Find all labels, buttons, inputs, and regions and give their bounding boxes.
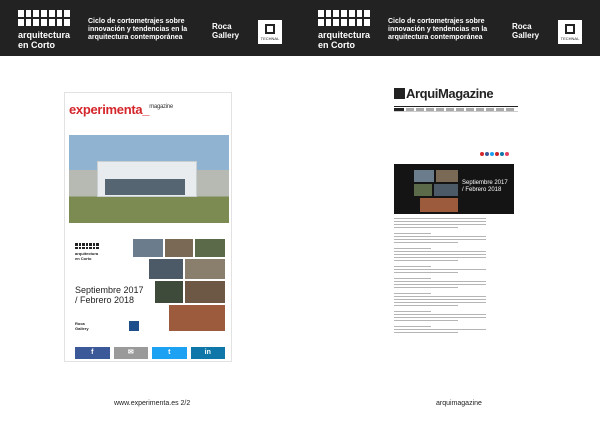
poster-title-line1: arquitectura bbox=[75, 251, 99, 256]
site-nav bbox=[394, 106, 518, 112]
brand-name: experimenta_ bbox=[69, 102, 150, 117]
thumb bbox=[195, 239, 225, 257]
banner-description: Ciclo de cortometrajes sobre innovación y tendencias en la arquitectura contemporánea bbox=[388, 18, 488, 41]
arquimagazine-logo-icon bbox=[394, 88, 405, 99]
thumb bbox=[420, 198, 458, 212]
footer-note bbox=[69, 338, 70, 342]
thumb bbox=[436, 170, 458, 182]
poster-dates-line2: / Febrero 2018 bbox=[75, 295, 135, 305]
social-icon[interactable] bbox=[505, 152, 509, 156]
technal-label: TECHNAL bbox=[260, 36, 280, 41]
poster-dates-line1: Septiembre 2017 bbox=[75, 285, 144, 295]
linkedin-icon[interactable]: in bbox=[191, 347, 226, 359]
brand-name: ArquiMagazine bbox=[406, 86, 494, 101]
social-icon[interactable] bbox=[500, 152, 504, 156]
poster-dates bbox=[462, 180, 508, 194]
poster-gallery-line2: Gallery bbox=[75, 326, 89, 331]
thumb bbox=[155, 281, 183, 303]
social-buttons bbox=[480, 152, 509, 156]
twitter-icon[interactable]: t bbox=[152, 347, 187, 359]
article-lead bbox=[394, 138, 518, 141]
thumb bbox=[414, 184, 432, 196]
image-caption bbox=[69, 225, 70, 229]
share-bar bbox=[75, 347, 225, 359]
thumb bbox=[169, 305, 225, 331]
poster-dates bbox=[75, 285, 144, 305]
brand-sup: magazine bbox=[149, 104, 173, 110]
arquimagazine-page bbox=[394, 86, 518, 368]
site-nav bbox=[69, 127, 70, 131]
roca-gallery-label bbox=[512, 22, 539, 40]
arquitectura-en-corto-logo bbox=[318, 10, 370, 26]
hero-house-image bbox=[69, 135, 229, 223]
gallery-line1: Roca bbox=[512, 22, 532, 31]
gallery-line2: Gallery bbox=[512, 31, 540, 40]
banner-description: Ciclo de cortometrajes sobre innovación y tendencias en la arquitectura contemporánea bbox=[88, 18, 188, 41]
poster-gallery-label bbox=[75, 321, 89, 331]
technal-mark-icon bbox=[565, 24, 575, 34]
poster-logo-icon bbox=[75, 243, 99, 249]
poster-technal-icon bbox=[129, 321, 139, 331]
brand-tagline bbox=[420, 101, 421, 103]
gallery-line1: Roca bbox=[212, 22, 232, 31]
poster-url bbox=[75, 310, 76, 314]
logo-text-line2: en Corto bbox=[318, 40, 355, 50]
poster-title-line2: en Corto bbox=[75, 256, 92, 261]
logo-text bbox=[318, 30, 370, 50]
thumb bbox=[133, 239, 163, 257]
arquimagazine-brand[interactable] bbox=[394, 86, 493, 101]
social-icon[interactable] bbox=[490, 152, 494, 156]
event-poster bbox=[394, 164, 514, 214]
banner-left bbox=[0, 0, 300, 56]
thumb bbox=[165, 239, 193, 257]
social-icon[interactable] bbox=[495, 152, 499, 156]
poster-dates-line2: / Febrero 2018 bbox=[462, 187, 502, 193]
house-window bbox=[105, 179, 185, 195]
poster-title bbox=[75, 251, 98, 261]
thumb bbox=[414, 170, 434, 182]
technal-mark-icon bbox=[265, 24, 275, 34]
logo-text-line1: arquitectura bbox=[318, 30, 371, 40]
experimenta-page bbox=[64, 92, 232, 362]
social-icon[interactable] bbox=[485, 152, 489, 156]
arquitectura-en-corto-logo bbox=[18, 10, 70, 26]
experimenta-caption: www.experimenta.es 2/2 bbox=[114, 400, 191, 407]
technal-label: TECHNAL bbox=[560, 36, 580, 41]
logo-text-line2: en Corto bbox=[18, 40, 55, 50]
breadcrumb bbox=[69, 96, 70, 100]
poster-small-text bbox=[75, 276, 76, 280]
poster-dates-line1: Septiembre 2017 bbox=[462, 180, 508, 186]
technal-logo bbox=[258, 20, 282, 44]
banner-right bbox=[300, 0, 600, 56]
thumb bbox=[185, 281, 225, 303]
technal-logo bbox=[558, 20, 582, 44]
mail-icon[interactable]: ✉ bbox=[114, 347, 149, 359]
experimenta-brand[interactable] bbox=[69, 102, 173, 117]
poster-gallery-line1: Roca bbox=[75, 321, 85, 326]
roca-gallery-label bbox=[212, 22, 239, 40]
thumb bbox=[185, 259, 225, 279]
arquimagazine-caption: arquimagazine bbox=[436, 400, 482, 407]
facebook-icon[interactable]: f bbox=[75, 347, 110, 359]
thumb bbox=[149, 259, 183, 279]
gallery-line2: Gallery bbox=[212, 31, 240, 40]
article-body bbox=[394, 218, 486, 335]
logo-text bbox=[18, 30, 70, 50]
event-poster bbox=[69, 233, 229, 333]
logo-text-line1: arquitectura bbox=[18, 30, 71, 40]
thumb bbox=[434, 184, 458, 196]
social-icon[interactable] bbox=[480, 152, 484, 156]
